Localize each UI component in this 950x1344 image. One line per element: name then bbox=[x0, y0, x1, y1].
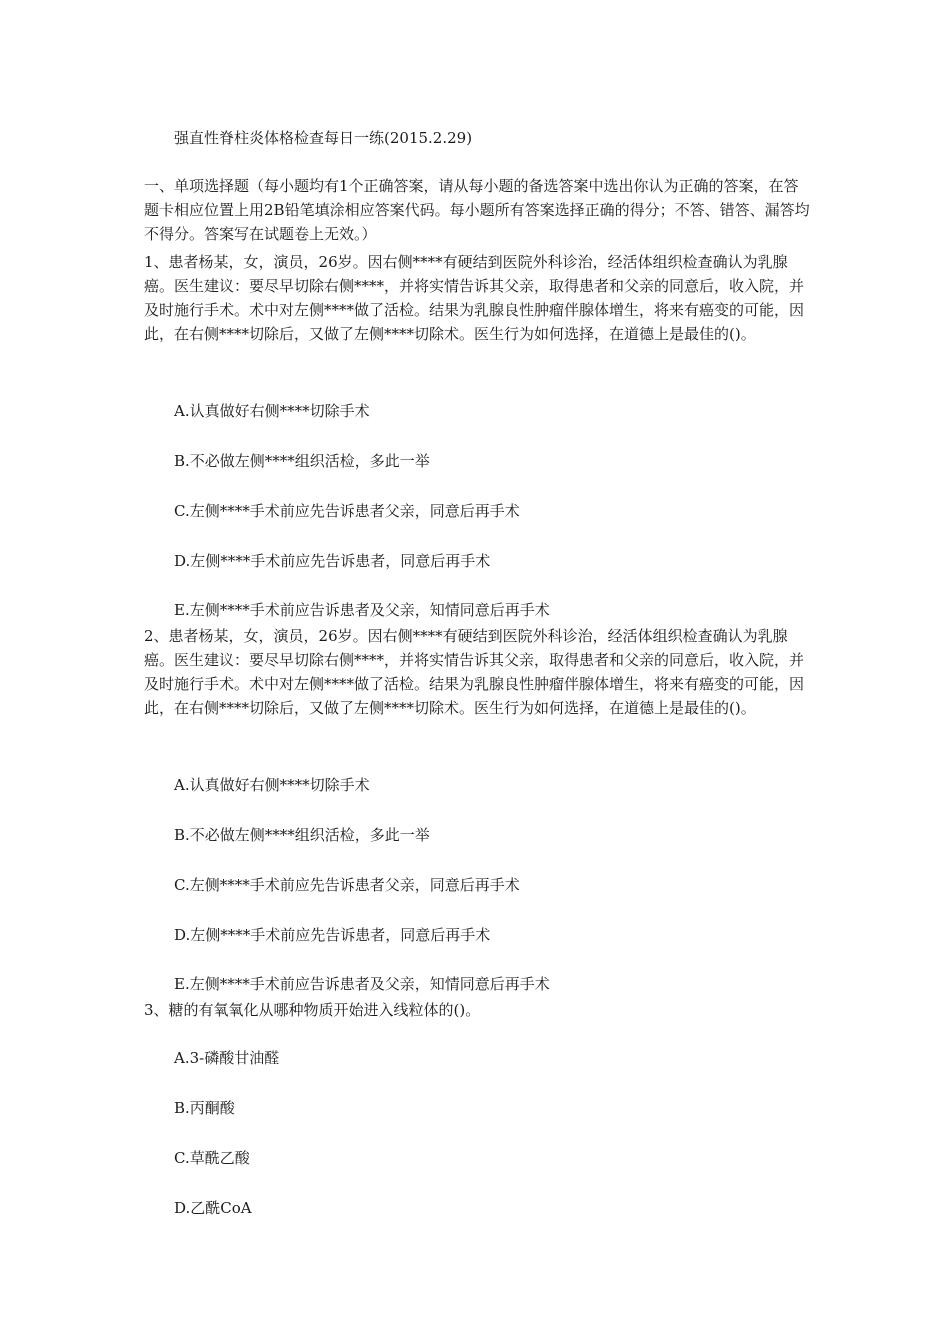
question-2-option-c[interactable]: C.左侧****手术前应先告诉患者父亲，同意后再手术 bbox=[174, 876, 520, 894]
question-3-option-b[interactable]: B.丙酮酸 bbox=[174, 1099, 235, 1117]
question-1-option-e[interactable]: E.左侧****手术前应告诉患者及父亲，知情同意后再手术 bbox=[174, 601, 550, 619]
question-2-option-d[interactable]: D.左侧****手术前应先告诉患者，同意后再手术 bbox=[174, 926, 491, 944]
question-1-option-d[interactable]: D.左侧****手术前应先告诉患者，同意后再手术 bbox=[174, 552, 491, 570]
question-3-option-c[interactable]: C.草酰乙酸 bbox=[174, 1149, 250, 1167]
section-intro: 一、单项选择题（每小题均有1个正确答案，请从每小题的备选答案中选出你认为正确的答案，在答题卡相应位置上用2B铅笔填涂相应答案代码。每小题所有答案选择正确的得分；不答、错答、漏答均 不得分。答案写在试题卷上无效。） bbox=[144, 177, 810, 243]
question-1-stem: 1、患者杨某，女，演员，26岁。因右侧****有硬结到医院外科诊治，经活体组织检查确认为乳腺癌。医生建议：要尽早切除右侧****，并将实情告诉其父亲，取得患者和父亲的同意后，收入院，并及时施行手术。术中对左侧****做了活检。结果为乳腺良性肿瘤伴腺体增生，将来有癌变的可能，因此，在右侧****切除后，又做了左侧****切除术。医生行为如何选择，在道德上是最佳的()。 bbox=[144, 253, 805, 343]
question-3-option-d[interactable]: D.乙酰CoA bbox=[174, 1199, 252, 1217]
question-2-option-b[interactable]: B.不必做左侧****组织活检，多此一举 bbox=[174, 826, 430, 844]
question-2-option-e[interactable]: E.左侧****手术前应告诉患者及父亲，知情同意后再手术 bbox=[174, 975, 550, 993]
question-1-option-c[interactable]: C.左侧****手术前应先告诉患者父亲，同意后再手术 bbox=[174, 502, 520, 520]
question-3-option-a[interactable]: A.3-磷酸甘油醛 bbox=[174, 1049, 280, 1067]
question-1-option-a[interactable]: A.认真做好右侧****切除手术 bbox=[174, 402, 370, 420]
question-2-option-a[interactable]: A.认真做好右侧****切除手术 bbox=[174, 776, 370, 794]
document-title: 强直性脊柱炎体格检查每日一练(2015.2.29) bbox=[174, 129, 473, 147]
question-1-option-b[interactable]: B.不必做左侧****组织活检，多此一举 bbox=[174, 452, 430, 470]
question-2-stem: 2、患者杨某，女，演员，26岁。因右侧****有硬结到医院外科诊治，经活体组织检查确认为乳腺癌。医生建议：要尽早切除右侧****，并将实情告诉其父亲，取得患者和父亲的同意后，收入院，并及时施行手术。术中对左侧****做了活检。结果为乳腺良性肿瘤伴腺体增生，将来有癌变的可能，因此，在右侧****切除后，又做了左侧****切除术。医生行为如何选择，在道德上是最佳的()。 bbox=[144, 627, 805, 717]
question-3-stem: 3、糖的有氧氧化从哪种物质开始进入线粒体的()。 bbox=[144, 1001, 481, 1019]
